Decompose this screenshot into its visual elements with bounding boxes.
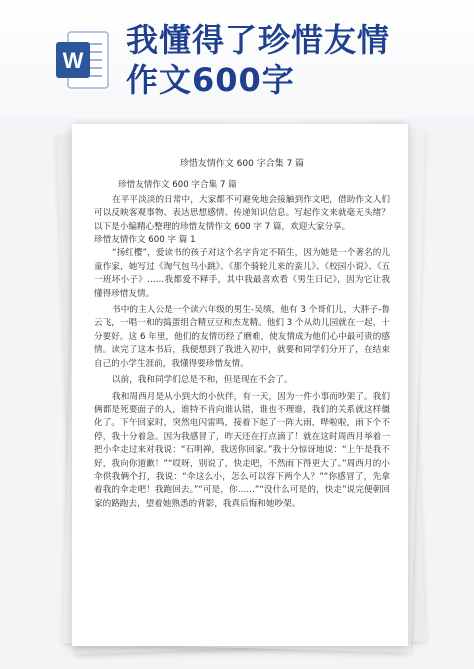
document-title: 珍惜友情作文 600 字合集 7 篇: [179, 159, 305, 169]
body-paragraph: “扬红樱”，爱读书的孩子对这个名字肯定不陌生，因为她是一个著名的儿童作家，她写过《淘气包马小跳》、《那个骑轮儿来的蛮儿》、《校园小说》、《五一班坏小子》……我都爱不释手，其中我最喜欢看《男生日记》，因为它让我懂得珍惜友情。: [94, 248, 390, 299]
intro-paragraph: 在平平淡淡的日常中，大家都不可避免地会接触到作文吧，借助作文人们可以反映客观事物、表达思想感情、传递知识信息。写起作文来就毫无头绪？以下是小编精心整理的珍惜友情作文 600 字 7 篇，欢迎大家分享。: [94, 194, 390, 232]
svg-text:W: W: [62, 48, 84, 73]
document-subtitle: 珍惜友情作文 600 字合集 7 篇: [118, 180, 237, 191]
document-page: [72, 124, 408, 646]
banner-title-line1: 我懂得了珍惜友情: [126, 21, 391, 59]
body-paragraph: 书中的主人公是一个读六年级的男生-吴缜，他有 3 个哥们儿，大胖子-鲁云飞，一唱一和的捣蛋组合精豆豆和杰龙精。他们 3 个从幼儿园就在一起，十分要好。这 6 年里，他们的友情历经了磨难，使友情成为他们心中最可贵的感情。读完了这本书后，我便想到了我进入初中，就要和同学们分开了，在结束自己的小学生涯前，我懂得要珍惜友情。: [94, 305, 390, 369]
body-paragraph: 以前，我和同学们总是不和，但是现在不会了。: [112, 375, 293, 386]
word-document-icon: [54, 28, 110, 92]
document-body: [94, 158, 390, 511]
section-heading: 珍惜友情作文 600 字 篇 1: [94, 235, 196, 246]
banner-title-line2: 作文600字: [126, 61, 295, 99]
header-banner: [0, 0, 474, 118]
body-paragraph: 我和周西月是从小到大的小伙伴，有一天，因为一件小事而吵架了。我们俩都是死要面子的人，谁特不肯向谁认错，谁也不理谁，我们的关系就这样僵化了。下午回家时，突然电闪雷鸣，接着下起了一阵大雨，哗啦啦，雨下个不停，我十分着急。因为我感冒了，昨天还在打点滴了！就在这时周西月举着一把小伞走过来对我说：“石明禅，我送你回家。”我十分惊讶地说：“上午是我不好，我向你道歉！”“哎呀，别说了，快走吧，不然雨下得更大了。”周西月的小伞供我俩个打，我说：“伞这么小，怎么可以容下两个人？”“你感冒了，先拿着我的伞走吧！我跑回去。”“可是，你……”“没什么可是的，快走”说完便朝回家的路跑去，望着她熟悉的背影，我真后悔和她吵架。: [94, 391, 390, 509]
banner-title: [126, 20, 466, 100]
